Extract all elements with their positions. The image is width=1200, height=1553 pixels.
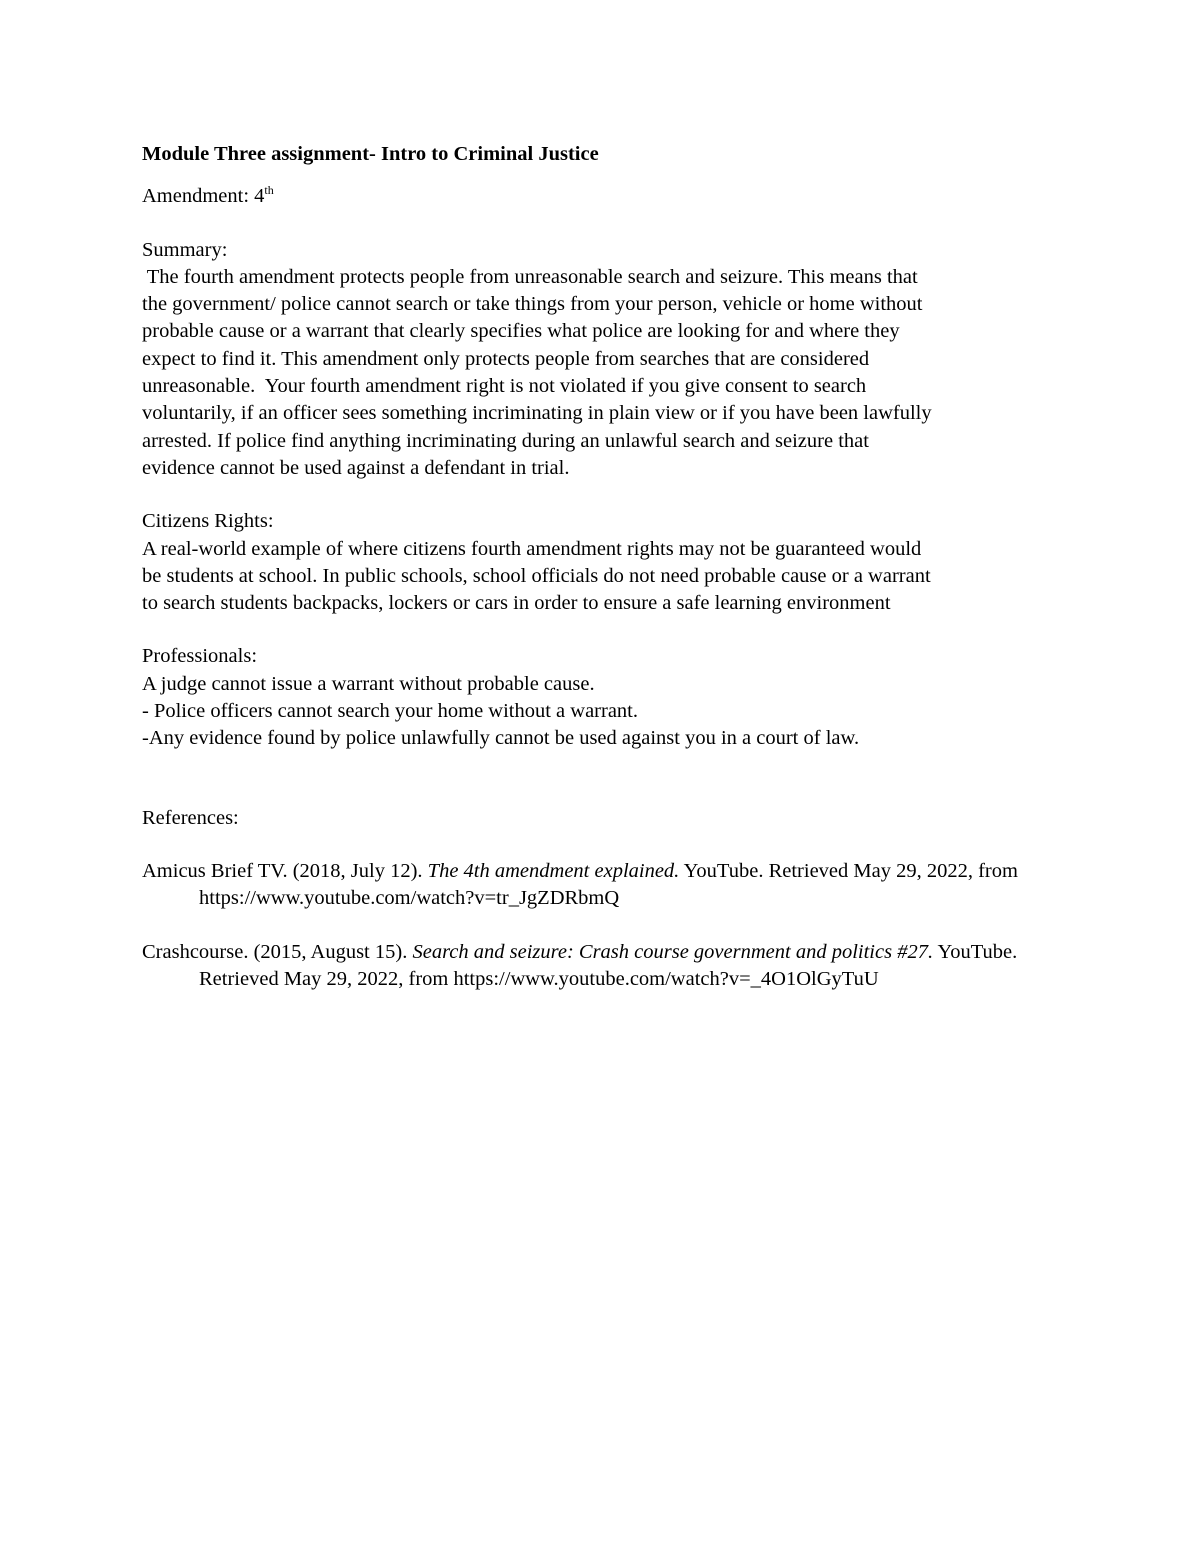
amendment-line (142, 183, 1062, 210)
professionals-line: - Police officers cannot search your home without a warrant. (142, 700, 639, 723)
summary-line: arrested. If police find anything incriminating during an unlawful search and seizure that (142, 429, 869, 452)
professionals-line: -Any evidence found by police unlawfully cannot be used against you in a court of law. (142, 727, 860, 750)
reference-title: The 4th amendment explained. (427, 859, 680, 882)
professionals-label: Professionals: (142, 645, 258, 668)
citizens-rights-section (142, 508, 1062, 617)
reference-author-date: Amicus Brief TV. (2018, July 12). (142, 859, 428, 882)
summary-line: probable cause or a warrant that clearly specifies what police are looking for and where they (142, 320, 900, 343)
summary-line: evidence cannot be used against a defendant in trial. (142, 456, 570, 479)
document-page (142, 141, 1062, 1019)
summary-line: the government/ police cannot search or take things from your person, vehicle or home without (142, 293, 923, 316)
summary-section (142, 237, 1062, 483)
summary-line: The fourth amendment protects people from unreasonable search and seizure. This means that (142, 265, 918, 288)
document-title: Module Three assignment- Intro to Criminal Justice (142, 143, 599, 165)
amendment-ordinal-suffix: th (264, 183, 274, 198)
summary-line: voluntarily, if an officer sees something incriminating in plain view or if you have been lawfully (142, 402, 932, 425)
reference-author-date: Crashcourse. (2015, August 15). (142, 940, 413, 963)
citizens-rights-line: A real-world example of where citizens fourth amendment rights may not be guaranteed would (142, 537, 922, 560)
summary-line: expect to find it. This amendment only protects people from searches that are considered (142, 347, 870, 370)
references-label: References: (142, 806, 239, 829)
citizens-rights-line: be students at school. In public schools, school officials do not need probable cause or a warrant (142, 564, 931, 587)
reference-source: YouTube. Retrieved May 29, 2022, from https://www.youtube.com/watch?v=_4O1OlGyTuU (199, 940, 1023, 990)
reference-entry (142, 939, 1062, 994)
citizens-rights-label: Citizens Rights: (142, 510, 274, 533)
reference-title: Search and seizure: Crash course government and politics #27. (412, 940, 934, 963)
amendment-label: Amendment: 4 (142, 185, 265, 208)
professionals-line: A judge cannot issue a warrant without probable cause. (142, 672, 595, 695)
professionals-section (142, 643, 1062, 752)
summary-line: unreasonable. Your fourth amendment right is not violated if you give consent to search (142, 375, 867, 398)
summary-label: Summary: (142, 238, 228, 261)
reference-entry (142, 858, 1062, 913)
reference-source: YouTube. Retrieved May 29, 2022, from https://www.youtube.com/watch?v=tr_JgZDRbmQ (199, 859, 1024, 910)
citizens-rights-line: to search students backpacks, lockers or cars in order to ensure a safe learning environment (142, 592, 891, 615)
